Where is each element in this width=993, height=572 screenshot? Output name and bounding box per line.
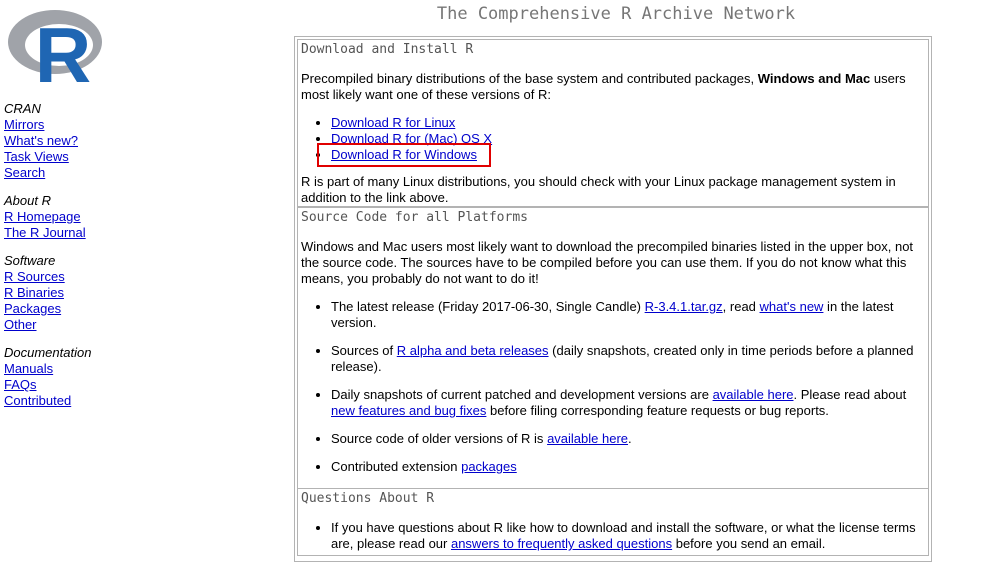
older-versions-link[interactable]: available here: [547, 431, 629, 446]
sidebar-title-about-r: About R: [4, 193, 51, 208]
sidebar-group-documentation: [4, 345, 144, 409]
sidebar-link-task-views[interactable]: Task Views: [4, 149, 69, 164]
r-logo[interactable]: [3, 5, 105, 87]
download-intro-post: users most likely want one of these versions of R:: [301, 71, 906, 102]
sidebar-link-contributed[interactable]: Contributed: [4, 393, 72, 408]
item-text: (daily snapshots, created only in time periods before a planned release).: [331, 343, 914, 374]
item-text: . Please read about: [793, 387, 907, 402]
item-text: before filing corresponding feature requests or bug reports.: [486, 403, 829, 418]
source-heading: Source Code for all Platforms: [301, 210, 528, 225]
windows-highlight-box: [331, 147, 477, 163]
download-intro: [301, 71, 925, 103]
source-section: [297, 207, 929, 489]
new-features-link[interactable]: new features and bug fixes: [331, 403, 487, 418]
download-section: [297, 39, 929, 207]
sidebar-group-software: [4, 253, 144, 333]
list-item: [331, 431, 925, 447]
snapshots-link[interactable]: available here: [712, 387, 794, 402]
list-item: [331, 343, 925, 375]
item-text: Contributed extension: [331, 459, 462, 474]
source-intro: Windows and Mac users most likely want to download the precompiled binaries listed in the upper box, not the source code. The sources have to be compiled before you can use them. If you do not know what this means, you probably do not want to do it!: [301, 239, 914, 286]
list-item: [331, 459, 925, 475]
sidebar-link-r-homepage[interactable]: R Homepage: [4, 209, 81, 224]
sidebar-link-whats-new[interactable]: What's new?: [4, 133, 79, 148]
download-macos-link[interactable]: Download R for (Mac) OS X: [331, 131, 493, 146]
sidebar-link-other[interactable]: Other: [4, 317, 37, 332]
sidebar-link-manuals[interactable]: Manuals: [4, 361, 54, 376]
download-linux-link[interactable]: Download R for Linux: [331, 115, 456, 130]
sidebar-title-cran: CRAN: [4, 101, 41, 116]
r-logo-icon: [3, 5, 105, 87]
download-heading: Download and Install R: [301, 42, 474, 57]
source-list: [301, 299, 925, 475]
item-text: Sources of: [331, 343, 397, 358]
list-item: [331, 387, 925, 419]
item-text: If you have questions about R like how to download and install the software, or what the license terms are, please read our: [331, 520, 916, 551]
sidebar-title-software: Software: [4, 253, 56, 268]
sidebar-group-about-r: [4, 193, 144, 241]
item-text: Daily snapshots of current patched and development versions are: [331, 387, 713, 402]
list-item: [331, 115, 925, 131]
item-text: .: [628, 431, 632, 446]
page-title: The Comprehensive R Archive Network: [436, 4, 796, 24]
r-tarball-link[interactable]: R-3.4.1.tar.gz: [644, 299, 723, 314]
list-item: [331, 147, 925, 163]
questions-list: [301, 520, 925, 552]
sidebar-link-faqs[interactable]: FAQs: [4, 377, 37, 392]
main-content: [294, 36, 932, 562]
download-intro-pre: Precompiled binary distributions of the base system and contributed packages,: [301, 71, 758, 86]
questions-heading: Questions About R: [301, 491, 435, 506]
sidebar-link-r-journal[interactable]: The R Journal: [4, 225, 86, 240]
sidebar-link-mirrors[interactable]: Mirrors: [4, 117, 45, 132]
sidebar-title-documentation: Documentation: [4, 345, 92, 360]
alpha-beta-link[interactable]: R alpha and beta releases: [396, 343, 549, 358]
item-text: The latest release (Friday 2017-06-30, Single Candle): [331, 299, 645, 314]
sidebar-group-cran: [4, 101, 144, 181]
list-item: [331, 520, 925, 552]
item-text: Source code of older versions of R is: [331, 431, 548, 446]
download-intro-bold: Windows and Mac: [757, 71, 871, 86]
item-text: in the latest version.: [331, 299, 894, 330]
packages-link[interactable]: packages: [461, 459, 517, 474]
sidebar-link-r-binaries[interactable]: R Binaries: [4, 285, 64, 300]
sidebar-link-r-sources[interactable]: R Sources: [4, 269, 65, 284]
item-text: , read: [722, 299, 760, 314]
whats-new-link[interactable]: what's new: [759, 299, 824, 314]
item-text: before you send an email.: [672, 536, 826, 551]
list-item: [331, 299, 925, 331]
faq-link[interactable]: answers to frequently asked questions: [450, 536, 673, 551]
sidebar-link-packages[interactable]: Packages: [4, 301, 62, 316]
sidebar-link-search[interactable]: Search: [4, 165, 46, 180]
questions-section: [297, 488, 929, 556]
logo-letter: R: [34, 11, 92, 87]
sidebar: [4, 101, 144, 421]
download-windows-link[interactable]: Download R for Windows: [331, 147, 477, 162]
download-after-text: R is part of many Linux distributions, you should check with your Linux package management system in addition to the link above.: [301, 174, 896, 205]
list-item: [331, 131, 925, 147]
download-list: [301, 115, 925, 163]
